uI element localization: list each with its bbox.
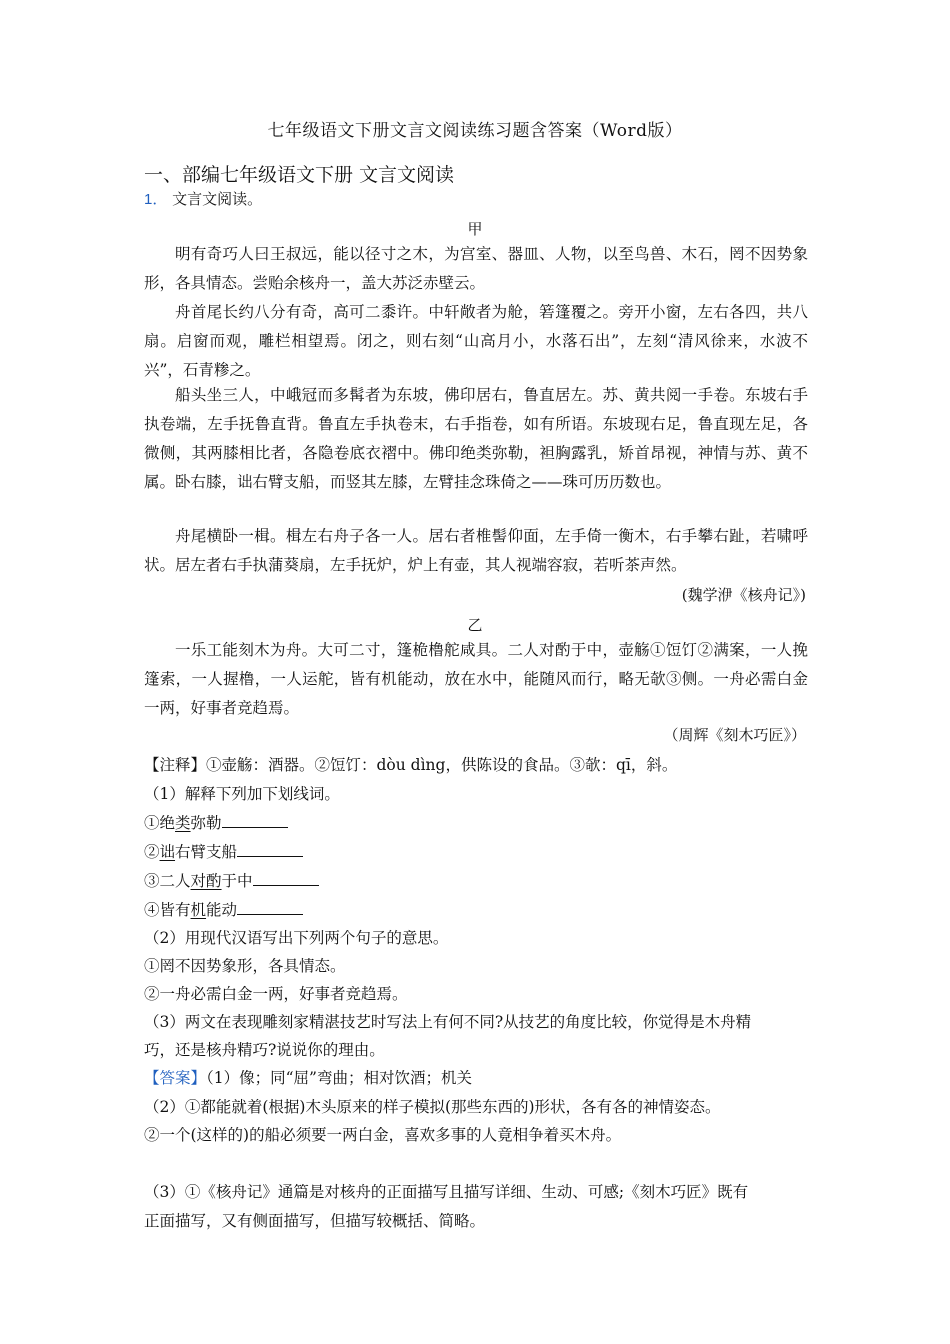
- answer-line-3: ②一个(这样的)的船必须要一两白金，喜欢多事的人竟相争着买木舟。: [144, 1126, 622, 1144]
- section-heading: 一、部编七年级语文下册 文言文阅读: [144, 164, 455, 186]
- subquestion-2-prompt: （2）用现代汉语写出下列两个句子的意思。: [144, 929, 449, 947]
- answer-blank: [237, 842, 303, 857]
- answer-line-2: （2）①都能就着(根据)木头原来的样子模拟(那些东西的)形状，各有各的神情姿态。: [144, 1098, 721, 1116]
- passage-a-paragraph: 舟尾横卧一楫。楫左右舟子各一人。居右者椎髻仰面，左手倚一衡木，右手攀右趾，若啸呼状。居左者右手执蒲葵扇，左手抚炉，炉上有壶，其人视端容寂，若听茶声然。: [144, 527, 808, 574]
- subquestion-3-prompt: （3）两文在表现雕刻家精湛技艺时写法上有何不同?从技艺的角度比较，你觉得是木舟精: [144, 1013, 752, 1031]
- passage-a-source: (魏学洢《核舟记》): [681, 586, 806, 604]
- subquestion-1-item: ②诎右臂支船: [144, 840, 303, 862]
- subquestion-1-prompt: （1）解释下列加下划线词。: [144, 785, 340, 803]
- passage-b-label: 乙: [467, 616, 483, 634]
- question-header: [144, 188, 262, 209]
- answer-blank: [237, 900, 303, 915]
- answer-blank: [253, 871, 319, 886]
- passage-b-source: （周辉《刻木巧匠》）: [663, 726, 806, 744]
- passage-a-label: 甲: [467, 220, 483, 238]
- annotation-notes: 【注释】①壶觞：酒器。②饾饤：dòu dìng，供陈设的食品。③欹：qī，斜。: [144, 756, 678, 774]
- question-number: 1．: [144, 191, 168, 208]
- passage-a-paragraph: 船头坐三人，中峨冠而多髯者为东坡，佛印居右，鲁直居左。苏、黄共阅一手卷。东坡右手执卷端，左手抚鲁直背。鲁直左手执卷末，右手指卷，如有所语。东坡现右足，鲁直现左足，各微侧，其两膝相比者，各隐卷底衣褶中。佛印绝类弥勒，袒胸露乳，矫首昂视，神情与苏、黄不属。卧右膝，诎右臂支船，而竖其左膝，左臂挂念珠倚之——珠可历历数也。: [144, 386, 808, 491]
- subquestion-2-item: ②一舟必需白金一两，好事者竞趋焉。: [144, 985, 408, 1003]
- subquestion-1-item: ④皆有机能动: [144, 898, 303, 920]
- answer-line-5: 正面描写，又有侧面描写，但描写较概括、简略。: [144, 1212, 486, 1230]
- answer-line-4: （3）①《核舟记》通篇是对核舟的正面描写且描写详细、生动、可感;《刻木巧匠》既有: [144, 1183, 749, 1201]
- passage-a-paragraph: 明有奇巧人曰王叔远，能以径寸之木，为宫室、器皿、人物，以至鸟兽、木石，罔不因势象形，各具情态。尝贻余核舟一，盖大苏泛赤壁云。: [144, 245, 808, 292]
- subquestion-1-item: ①绝类弥勒: [144, 811, 288, 833]
- question-text: 文言文阅读。: [172, 190, 263, 208]
- subquestion-3-prompt-cont: 巧，还是核舟精巧?说说你的理由。: [144, 1041, 385, 1059]
- passage-a-paragraph: 舟首尾长约八分有奇，高可二黍许。中轩敞者为舱，箬篷覆之。旁开小窗，左右各四，共八扇。启窗而观，雕栏相望焉。闭之，则右刻“山高月小，水落石出”，左刻“清风徐来，水波不兴”，石青糁之。: [144, 303, 808, 379]
- subquestion-2-item: ①罔不因势象形，各具情态。: [144, 957, 346, 975]
- answer-blank: [222, 813, 288, 828]
- subquestion-1-item: ③二人对酌于中: [144, 869, 319, 891]
- document-title: 七年级语文下册文言文阅读练习题含答案（Word版）: [267, 121, 683, 141]
- answer-tag: 【答案】: [144, 1069, 207, 1087]
- passage-b-paragraph: 一乐工能刻木为舟。大可二寸，篷桅橹舵咸具。二人对酌于中，壶觞①饾饤②满案，一人挽篷索，一人握橹，一人运舵，皆有机能动，放在水中，能随风而行，略无欹③侧。一舟必需白金一两，好事者竞趋焉。: [144, 641, 808, 717]
- answer-line-1: 【答案】（1）像；同“屈”弯曲；相对饮酒；机关: [144, 1069, 472, 1087]
